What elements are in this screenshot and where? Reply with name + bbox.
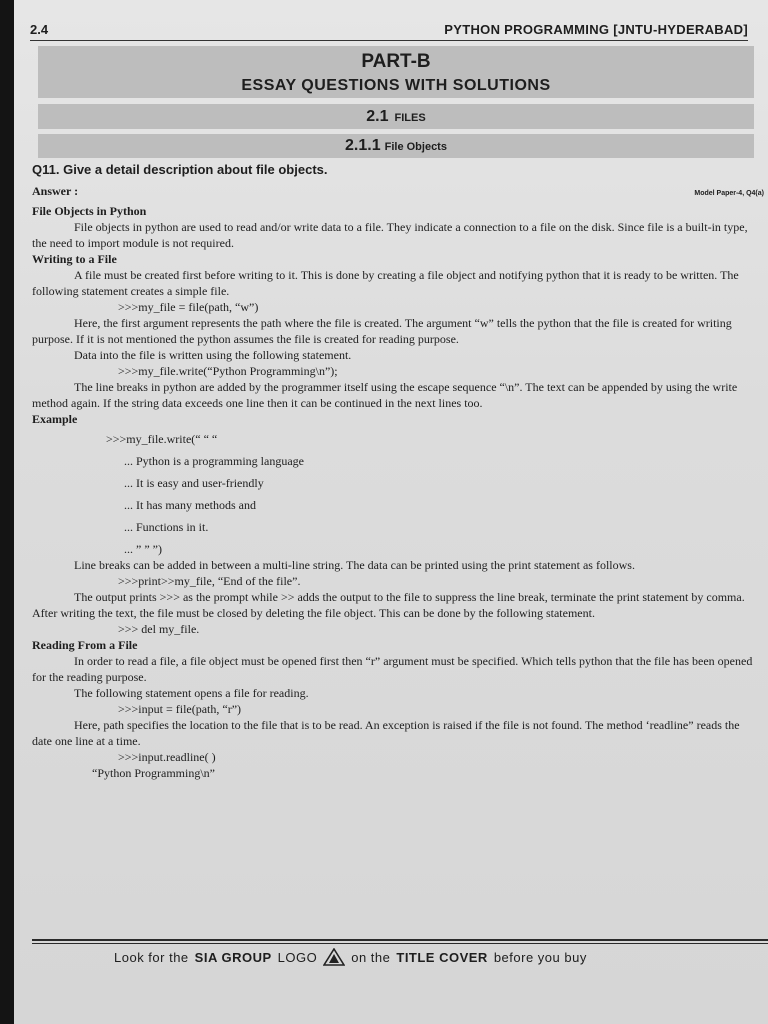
- para-line-breaks: The line breaks in python are added by the programmer itself using the escape sequence “\n”. The text can be appended by using the write method again. If the string data exceeds one line then it can be continued in the next lines too.: [32, 380, 738, 410]
- section-banner: [38, 104, 754, 129]
- para-path: Here, path specifies the location to the file that is to be read. An exception is raised if the file is not found. The method ‘readline” reads the date one line at a time.: [32, 718, 740, 748]
- answer-body: [32, 203, 756, 781]
- code-print: >>>print>>my_file, “End of the file”.: [118, 574, 301, 588]
- question-label: Q11.: [32, 162, 60, 177]
- example-line: ... It is easy and user-friendly: [124, 476, 264, 490]
- question-heading: [32, 162, 328, 177]
- footer-before: before you buy: [493, 949, 587, 965]
- code-write: >>>my_file.write(“Python Programming\n”);: [118, 364, 338, 378]
- heading-writing: Writing to a File: [32, 252, 117, 266]
- sia-logo-icon: [323, 948, 345, 966]
- para-arguments: Here, the first argument represents the path where the file is created. The argument “w” tells the python that the file is created for writing purpose. If it is not mentioned the python assumes the file is created for reading purpose.: [32, 316, 732, 346]
- running-title: PYTHON PROGRAMMING [JNTU-HYDERABAD]: [444, 22, 748, 37]
- example-code: [32, 431, 756, 557]
- part-title: PART-B: [361, 51, 431, 72]
- footer-logo-word: LOGO: [277, 949, 318, 965]
- footer-title-cover: TITLE COVER: [396, 949, 488, 965]
- page-number: 2.4: [30, 22, 49, 37]
- heading-reading: Reading From a File: [32, 638, 138, 652]
- subsection-name: File Objects: [384, 141, 447, 153]
- section-number: 2.1: [366, 108, 389, 125]
- header-rule: [30, 40, 748, 41]
- code-result: “Python Programming\n”: [92, 766, 215, 780]
- code-open-write: >>>my_file = file(path, “w”): [118, 300, 259, 314]
- textbook-page: [14, 0, 768, 1024]
- footer-rule: [32, 939, 768, 941]
- code-open-read: >>>input = file(path, “r”): [118, 702, 242, 716]
- example-line: >>>my_file.write(“ “ “: [106, 432, 218, 446]
- subsection-number: 2.1.1: [345, 137, 381, 154]
- para-file-objects: File objects in python are used to read and/or write data to a file. They indicate a connection to a file on the disk. Since file is a built-in type, the need to import module is not required.: [32, 220, 748, 250]
- model-paper-ref: Model Paper-4, Q4(a): [694, 190, 764, 197]
- footer-look-for: Look for the: [114, 949, 189, 965]
- footer-notice: [114, 948, 587, 966]
- para-following: The following statement opens a file for reading.: [74, 686, 309, 700]
- code-readline: >>>input.readline( ): [118, 750, 216, 764]
- footer-rule-thin: [32, 943, 768, 944]
- example-line: ... It has many methods and: [124, 498, 256, 512]
- example-line: ... Functions in it.: [124, 520, 209, 534]
- footer-on-the: on the: [351, 949, 391, 965]
- example-line: ... ” ” ”): [124, 542, 162, 556]
- answer-label: Answer :: [32, 184, 79, 198]
- question-text: Give a detail description about file objects.: [63, 162, 328, 177]
- para-multiline: Line breaks can be added in between a multi-line string. The data can be printed using the print statement as follows.: [74, 558, 635, 572]
- para-data-into: Data into the file is written using the following statement.: [74, 348, 352, 362]
- section-name: FILES: [394, 112, 426, 124]
- heading-file-objects: File Objects in Python: [32, 204, 147, 218]
- para-writing: A file must be created first before writing to it. This is done by creating a file object and notifying python that it is ready to be written. The following statement creates a simple file.: [32, 268, 739, 298]
- example-line: ... Python is a programming language: [124, 454, 304, 468]
- essay-title: ESSAY QUESTIONS WITH SOLUTIONS: [241, 77, 551, 94]
- heading-example: Example: [32, 412, 78, 426]
- part-banner: [38, 46, 754, 98]
- footer-brand: SIA GROUP: [194, 949, 272, 965]
- code-del: >>> del my_file.: [118, 622, 200, 636]
- subsection-banner: [38, 134, 754, 158]
- para-output: The output prints >>> as the prompt while >> adds the output to the file to suppress the line break, terminate the print statement by comma. After writing the text, the file must be closed by deleting the file object. This can be done by the following statement.: [32, 590, 745, 620]
- para-reading: In order to read a file, a file object must be opened first then “r” argument must be specified. Which tells python that the file has been opened for the reading purpose.: [32, 654, 753, 684]
